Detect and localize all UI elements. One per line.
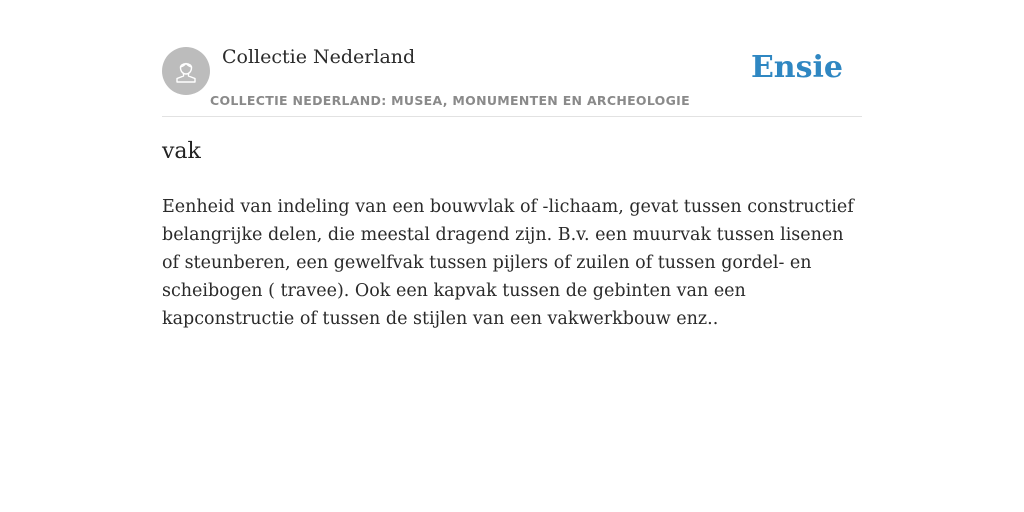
brand-logo[interactable]: Ensie — [750, 50, 843, 85]
avatar[interactable] — [162, 47, 210, 95]
entry-term: vak — [162, 139, 201, 164]
user-icon — [171, 56, 201, 86]
entry-header — [162, 44, 862, 117]
entry-definition: Eenheid van indeling van een bouwvlak of -lichaam, gevat tussen constructief belangrijke delen, die meestal dragend zijn. B.v. een muurvak tussen lisenen of steunberen, een gewelfvak tussen pijlers of zuilen of tussen gordel- en scheibogen ( travee). Ook een kapvak tussen de gebinten van een kapconstructie of tussen de stijlen van een vakwerkbouw enz.. — [162, 197, 854, 329]
source-label[interactable]: COLLECTIE NEDERLAND: MUSEA, MONUMENTEN EN ARCHEOLOGIE — [210, 93, 690, 108]
author-name[interactable]: Collectie Nederland — [222, 46, 416, 68]
